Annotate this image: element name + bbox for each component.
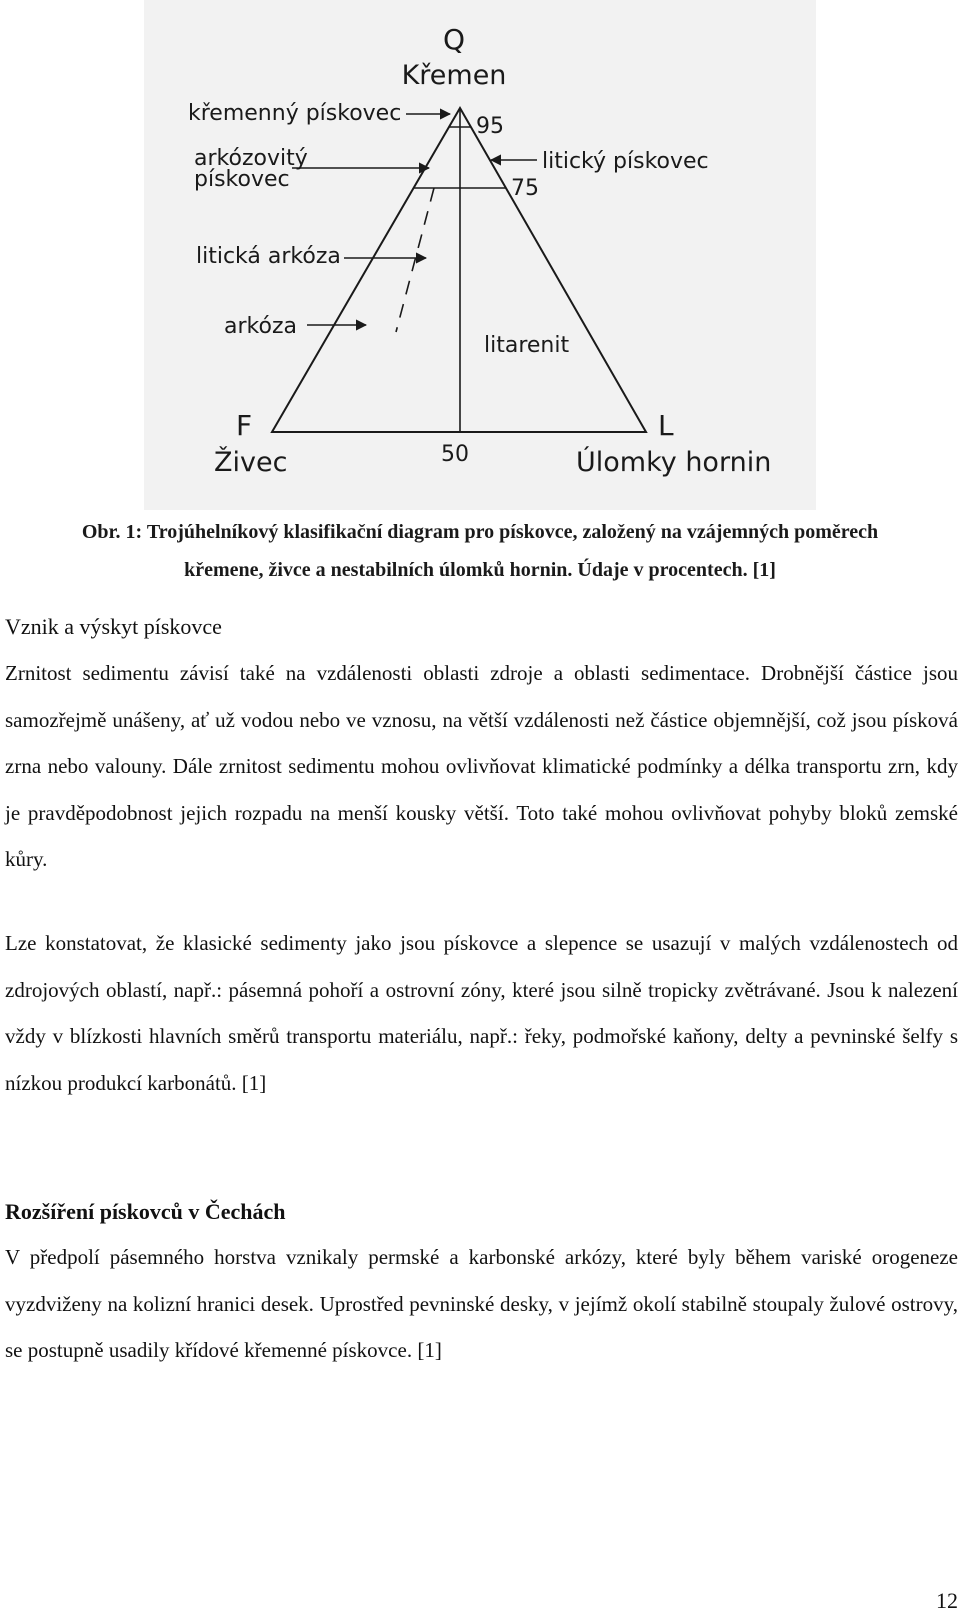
corner-name-ulomky-hornin: Úlomky hornin: [576, 447, 772, 478]
paragraph-predpoli: V předpolí pásemného horstva vznikaly permské a karbonské arkózy, které byly během variské orogeneze vyzdviženy na kolizní hranici desek. Uprostřed pevninské desky, v jejímž okolí stabilně stoupaly žulové ostrovy, se postupně usadily křídové křemenné pískovce. [1]: [5, 1245, 958, 1362]
paragraph-zrnitost: Zrnitost sedimentu závisí také na vzdálenosti oblasti zdroje a oblasti sedimentace. Drobnější částice jsou samozřejmě unášeny, ať už vodou nebo ve vznosu, na větší vzdálenosti než částice objemnější, což jsou písková zrna nebo valouny. Dále zrnitost sedimentu mohou ovlivňovat klimatické podmínky a délka transportu zrn, kdy je pravděpodobnost jejich rozpadu na menší kousky větší. Toto také mohou ovlivňovat pohyby bloků zemské kůry.: [5, 661, 958, 871]
tick-95: 95: [476, 114, 504, 139]
label-liticka-arkoza: litická arkóza: [196, 244, 341, 269]
page-number: 12: [936, 1588, 958, 1613]
apex-name-kremen: Křemen: [401, 60, 507, 91]
paragraph-klasicke-sedimenty: Lze konstatovat, že klasické sedimenty jako jsou pískovce a slepence se usazují v malých vzdálenostech od zdrojových oblastí, např.: pásemná pohoří a ostrovní zóny, které jsou silně tropicky zvětrávané. Jsou k nalezení vždy v blízkosti hlavních směrů transportu materiálu, např.: řeky, podmořské kaňony, delty a pevninské šelfy s nízkou produkcí karbonátů. [1]: [5, 931, 958, 1095]
corner-name-zivec: Živec: [214, 447, 288, 478]
apex-letter-q: Q: [442, 23, 466, 56]
label-liticky-piskovec: litický pískovec: [542, 149, 709, 174]
tick-50: 50: [441, 442, 469, 467]
section-heading-rozsireni: Rozšíření pískovců v Čechách: [5, 1199, 286, 1224]
classification-diagram: [144, 0, 816, 510]
figure-caption: [0, 513, 960, 589]
caption-line-1: Obr. 1: Trojúhelníkový klasifikační diagram pro pískovce, založený na vzájemných poměrech: [81, 521, 879, 543]
caption-line-2: křemene, živce a nestabilních úlomků hornin. Údaje v procentech. [1]: [184, 559, 776, 581]
label-arkoza: arkóza: [224, 314, 297, 339]
ternary-diagram: [144, 0, 816, 510]
label-litarenit: litarenit: [484, 333, 570, 358]
label-arkozovity-line1: arkózovitý: [194, 146, 308, 171]
corner-letter-f: F: [236, 409, 253, 442]
corner-letter-l: L: [658, 409, 674, 442]
label-kremenny-piskovec: křemenný pískovec: [188, 101, 402, 126]
section-heading-vznik: Vznik a výskyt pískovce: [5, 614, 222, 639]
tick-75: 75: [511, 176, 539, 201]
label-arkozovity-line2: pískovec: [194, 167, 290, 192]
